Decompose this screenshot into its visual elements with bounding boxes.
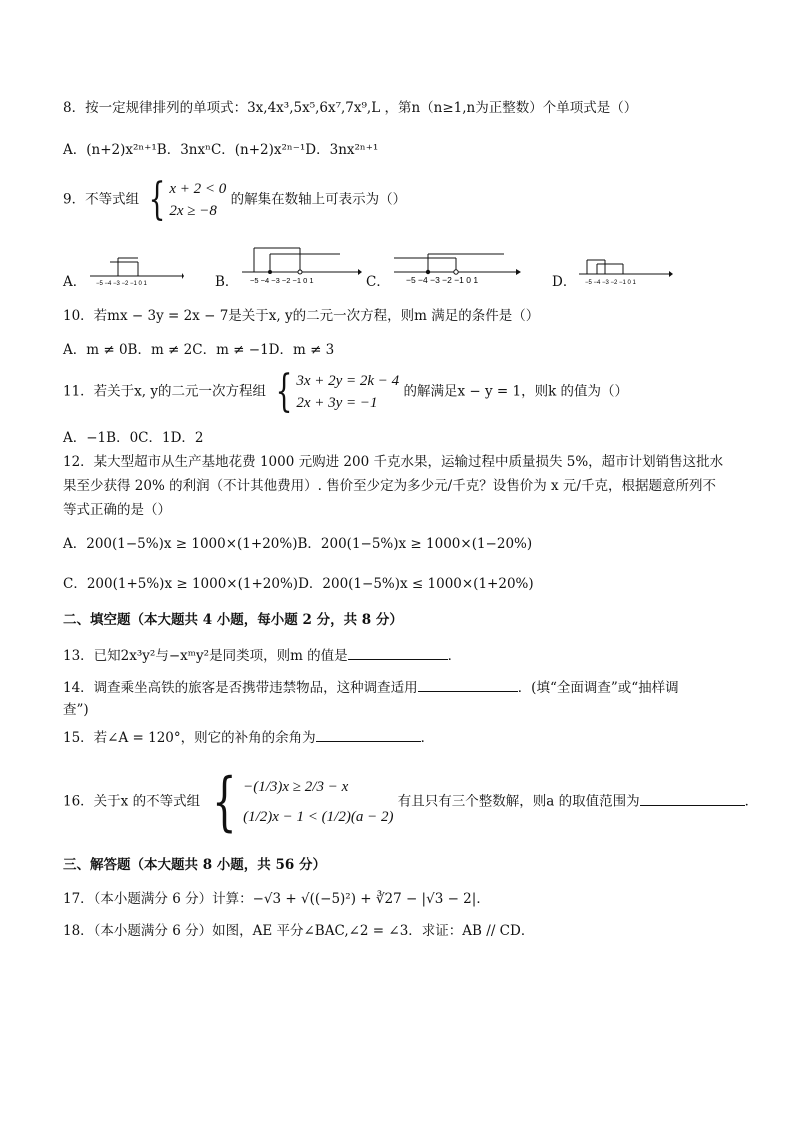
inequality-system [143, 174, 227, 225]
question-16-end: ． [744, 793, 759, 810]
answer-blank[interactable] [316, 727, 421, 742]
question-15-end: ． [420, 730, 435, 746]
question-12-line-3: 等式正确的是（） [63, 502, 171, 518]
answer-blank[interactable] [418, 677, 518, 692]
svg-text:−5 −4 −3 −2 −1 0 1: −5 −4 −3 −2 −1 0 1 [585, 280, 636, 286]
question-16-text: 有且只有三个整数解，则a 的取值范围为 [397, 793, 640, 810]
question-9-prefix: 9．不等式组 [63, 191, 140, 208]
svg-text:−5 −4 −3 −2 −1 0 1: −5 −4 −3 −2 −1 0 1 [406, 275, 479, 285]
option-c-label: C． [366, 274, 390, 290]
question-16-prefix: 16．关于x 的不等式组 [63, 793, 201, 810]
left-brace: { [275, 366, 293, 417]
question-13-end: ． [447, 648, 462, 664]
system-line-1: 3x + 2y = 2k − 4 [296, 373, 400, 389]
question-11 [63, 366, 629, 417]
system-line-2: (1/2)x − 1 < (1/2)(a − 2) [243, 809, 394, 825]
svg-text:−5 −4 −3 −2 −1 0 1: −5 −4 −3 −2 −1 0 1 [250, 276, 314, 284]
system-line-2: 2x ≥ −8 [169, 203, 217, 219]
question-10: 10．若mx − 3y = 2x − 7是关于x, y的二元一次方程，则m 满足的条件是（） [63, 308, 540, 324]
left-brace: { [148, 174, 166, 225]
section-3-heading: 三、解答题（本大题共 8 小题，共 56 分） [63, 857, 326, 873]
question-11-suffix: 的解满足x − y = 1，则k 的值为（） [403, 383, 629, 400]
question-9-suffix: 的解集在数轴上可表示为（） [230, 191, 407, 208]
question-9 [63, 174, 407, 225]
question-15 [63, 727, 434, 748]
system-line-1: −(1/3)x ≥ 2/3 − x [243, 779, 349, 795]
question-17: 17．（本小题满分 6 分）计算：−√3 + √((−5)²) + ∛27 − |√3 − 2|． [63, 891, 490, 907]
question-13 [63, 645, 461, 666]
left-brace: { [212, 765, 237, 839]
equation-system [270, 366, 400, 417]
number-line-d [577, 254, 673, 286]
answer-blank[interactable] [348, 645, 448, 660]
option-a-label: A． [63, 274, 87, 290]
question-18: 18．（本小题满分 6 分）如图，AE 平分∠BAC,∠2 = ∠3．求证：AB // CD． [63, 923, 535, 939]
question-14 [63, 677, 679, 698]
option-d-label: D． [552, 274, 577, 290]
question-10-options: A．m ≠ 0B．m ≠ 2C．m ≠ −1D．m ≠ 3 [63, 342, 335, 358]
question-11-options: A．−1B．0C．1D．2 [63, 430, 204, 446]
question-12-line-2: 果至少获得 20% 的利润（不计其他费用）. 售价至少定为多少元/千克？设售价为 x 元/千克，根据题意所列不 [63, 478, 716, 494]
question-12-options-ab: A．200(1−5%)x ≥ 1000×(1+20%)B．200(1−5%)x ≥ 1000×(1−20%) [63, 536, 533, 552]
question-14-text-after: ．(填“全面调查”或“抽样调 [517, 680, 679, 696]
svg-text:−5 −4 −3 −2 −1 0 1: −5 −4 −3 −2 −1 0 1 [96, 281, 147, 286]
question-12-options-cd: C．200(1+5%)x ≥ 1000×(1+20%)D．200(1−5%)x ≤ 1000×(1+20%) [63, 576, 534, 592]
question-16 [63, 765, 759, 839]
system-line-1: x + 2 < 0 [169, 181, 227, 197]
question-14-line-2: 查”) [63, 702, 89, 718]
answer-blank[interactable] [640, 791, 745, 806]
number-line-a [88, 252, 184, 286]
section-2-heading: 二、填空题（本大题共 4 小题，每小题 2 分，共 8 分） [63, 612, 403, 628]
question-8: 8．按一定规律排列的单项式：3x,4x³,5x⁵,6x⁷,7x⁹,L ，第n（n≥1,n为正整数）个单项式是（） [63, 100, 638, 116]
question-14-text: 14．调查乘坐高铁的旅客是否携带违禁物品，这种调查适用 [63, 680, 418, 696]
question-11-prefix: 11．若关于x, y的二元一次方程组 [63, 383, 267, 400]
question-12-line-1: 12．某大型超市从生产基地花费 1000 元购进 200 千克水果，运输过程中质量损失 5%，超市计划销售这批水 [63, 454, 724, 470]
inequality-system [204, 765, 394, 839]
question-8-options: A．(n+2)x²ⁿ⁺¹B．3nxⁿC．(n+2)x²ⁿ⁻¹D．3nx²ⁿ⁺¹ [63, 142, 379, 158]
question-13-text: 13．已知2x³y²与−xᵐy²是同类项，则m 的值是 [63, 648, 348, 664]
number-line-c [392, 248, 522, 286]
system-line-2: 2x + 3y = −1 [296, 395, 378, 411]
question-15-text: 15．若∠A = 120°，则它的补角的余角为 [63, 730, 316, 746]
number-line-b [240, 244, 362, 284]
option-b-label: B． [215, 274, 239, 290]
